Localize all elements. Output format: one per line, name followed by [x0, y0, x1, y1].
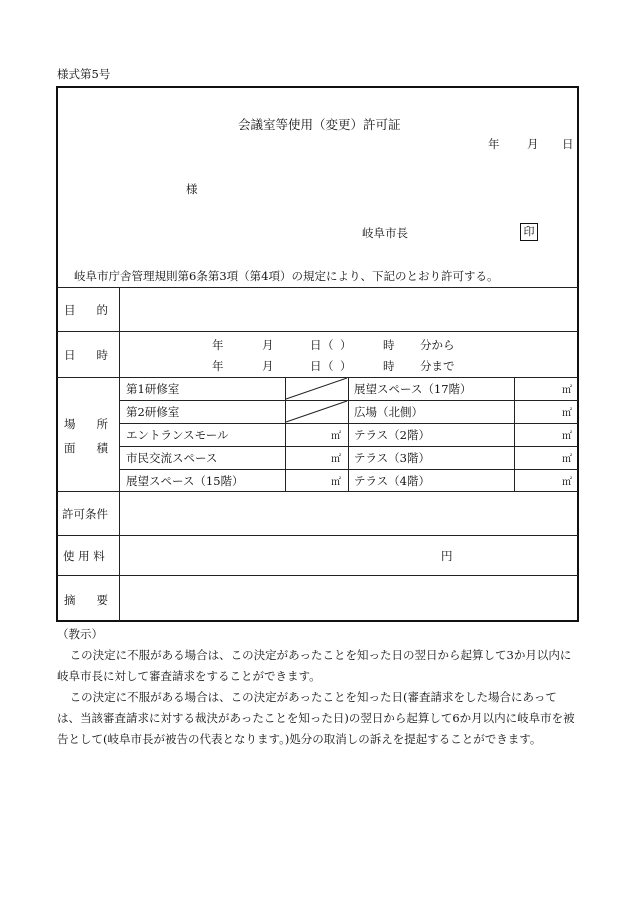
- legal-statement: 岐阜市庁舎管理規則第6条第3項（第4項）の規定により、下記のとおり許可する。: [74, 269, 499, 283]
- place-name: 展望スペース（15階）: [126, 474, 244, 488]
- area-unit: ㎡: [331, 454, 341, 465]
- purpose-label: 目 的: [64, 303, 108, 317]
- remarks-label: 摘 要: [64, 593, 108, 607]
- issuer-name: 岐阜市長: [362, 226, 408, 240]
- notes-paragraph: この決定に不服がある場合は、この決定があったことを知った日(審査請求をした場合にあっては、当該審査請求に対する裁決があったことを知った日)の翌日から起算して6か月以内に岐阜市を被告として(岐阜市長が被告の代表となります。)処分の取消しの訴えを提起することができます。: [57, 690, 575, 746]
- place-label: 場 所: [64, 417, 108, 431]
- place-name: テラス（2階）: [354, 428, 430, 442]
- addressee-suffix: 様: [186, 182, 198, 196]
- fee-label: 使 用 料: [63, 549, 105, 563]
- issue-year-label: 年: [488, 137, 500, 151]
- area-unit: ㎡: [562, 385, 572, 396]
- notes-heading: （教示）: [57, 627, 103, 641]
- place-name: 展望スペース（17階）: [354, 382, 472, 396]
- datetime-label: 日 時: [64, 348, 108, 362]
- issue-month-label: 月: [527, 137, 539, 151]
- place-name: 第1研修室: [126, 382, 180, 396]
- conditions-label: 許可条件: [62, 507, 108, 521]
- area-unit: ㎡: [562, 408, 572, 419]
- area-unit: ㎡: [562, 477, 572, 488]
- notes-paragraph: この決定に不服がある場合は、この決定があったことを知った日の翌日から起算して3か月以内に岐阜市長に対して審査請求をすることができます。: [57, 648, 572, 683]
- area-label: 面 積: [64, 441, 108, 455]
- strike-line: [286, 378, 347, 399]
- strike-line: [286, 401, 347, 422]
- appeal-instructions: [57, 624, 579, 750]
- issue-day-label: 日: [562, 137, 574, 151]
- place-name: 市民交流スペース: [126, 451, 218, 465]
- area-unit: ㎡: [562, 454, 572, 465]
- form-number: 様式第5号: [57, 67, 111, 81]
- seal-mark: 印: [520, 223, 538, 241]
- place-name: テラス（4階）: [354, 474, 430, 488]
- place-name: エントランスモール: [126, 428, 229, 442]
- place-name: 第2研修室: [126, 405, 180, 419]
- fee-unit: 円: [441, 549, 453, 563]
- area-unit: ㎡: [331, 431, 341, 442]
- place-name: 広場（北側）: [354, 405, 423, 419]
- area-unit: ㎡: [562, 431, 572, 442]
- permit-title: 会議室等使用（変更）許可証: [238, 117, 401, 132]
- place-name: テラス（3階）: [354, 451, 430, 465]
- area-unit: ㎡: [331, 477, 341, 488]
